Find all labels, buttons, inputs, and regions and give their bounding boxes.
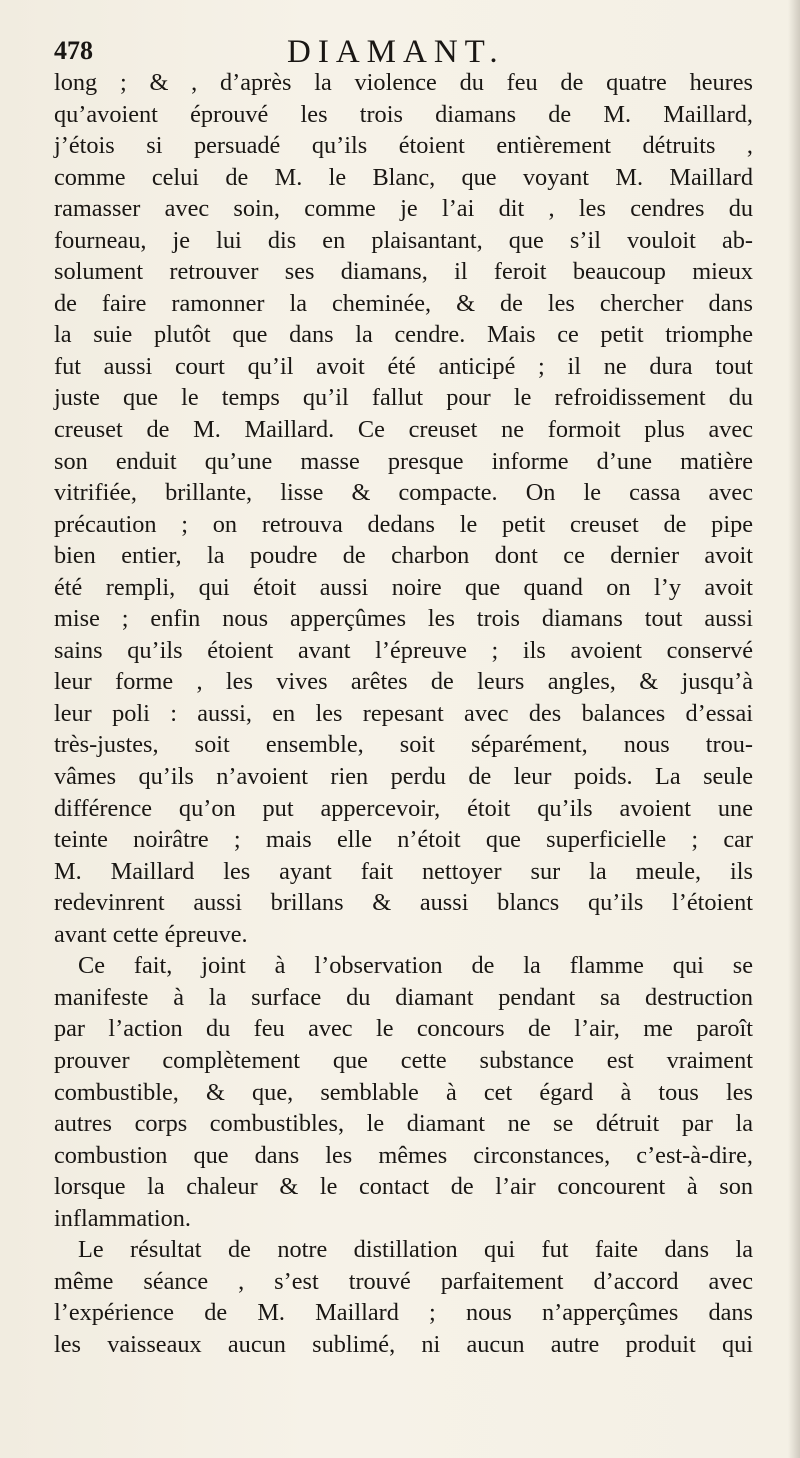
text-line: M. Maillard les ayant fait nettoyer sur la meule, ils (54, 857, 753, 885)
page-number: 478 (54, 36, 93, 65)
text-line: ramasser avec soin, comme je l’ai dit , les cendres du (54, 195, 753, 223)
text-line: juste que le temps qu’il fallut pour le refroidissement du (54, 384, 753, 412)
text-line: vâmes qu’ils n’avoient rien perdu de leur poids. La seule (54, 763, 753, 791)
text-line: précaution ; on retrouva dedans le petit creuset de pipe (54, 510, 753, 538)
text-line: solument retrouver ses diamans, il feroit beaucoup mieux (54, 258, 753, 286)
text-line: long ; & , d’après la violence du feu de quatre heures (54, 69, 753, 96)
paragraph-start-line: Le résultat de notre distillation qui fut faite dans la (78, 1236, 753, 1264)
text-line: différence qu’on put appercevoir, étoit qu’ils avoient une (54, 794, 753, 822)
page-edge-shadow (788, 0, 800, 1458)
text-line: redevinrent aussi brillans & aussi blancs qu’ils l’étoient (54, 889, 753, 917)
text-line: sains qu’ils étoient avant l’épreuve ; ils avoient conservé (54, 636, 753, 664)
text-line: combustible, & que, semblable à cet égard à tous les (54, 1078, 753, 1106)
text-line: creuset de M. Maillard. Ce creuset ne formoit plus avec (54, 416, 753, 444)
text-line: la suie plutôt que dans la cendre. Mais ce petit triomphe (54, 321, 753, 349)
text-line: même séance , s’est trouvé parfaitement d’accord avec (54, 1267, 753, 1295)
text-line: leur poli : aussi, en les repesant avec des balances d’essai (54, 699, 753, 727)
text-line: très-justes, soit ensemble, soit séparément, nous trou- (54, 731, 753, 759)
text-line: été rempli, qui étoit aussi noire que quand on l’y avoit (54, 573, 753, 601)
text-line: mise ; enfin nous apperçûmes les trois diamans tout aussi (54, 605, 753, 633)
text-line: de faire ramonner la cheminée, & de les chercher dans (54, 289, 753, 317)
text-line: comme celui de M. le Blanc, que voyant M. Maillard (54, 163, 753, 191)
text-line: prouver complètement que cette substance est vraiment (54, 1046, 753, 1074)
paragraph-start-line: Ce fait, joint à l’observation de la flamme qui se (78, 952, 753, 980)
text-line: teinte noirâtre ; mais elle n’étoit que superficielle ; car (54, 826, 753, 854)
text-line: manifeste à la surface du diamant pendant sa destruction (54, 983, 753, 1011)
text-line: l’expérience de M. Maillard ; nous n’apperçûmes dans (54, 1299, 753, 1327)
text-line: j’étois si persuadé qu’ils étoient entièrement détruits , (54, 132, 753, 160)
page-header (54, 34, 754, 70)
text-line: fut aussi court qu’il avoit été anticipé ; il ne dura tout (54, 352, 753, 380)
text-line: qu’avoient éprouvé les trois diamans de M. Maillard, (54, 100, 753, 128)
text-line: combustion que dans les mêmes circonstances, c’est-à-dire, (54, 1141, 753, 1169)
paragraph-end-line: avant cette épreuve. (54, 920, 248, 948)
text-line: par l’action du feu avec le concours de l’air, me paroît (54, 1015, 753, 1043)
text-line: vitrifiée, brillante, lisse & compacte. On le cassa avec (54, 479, 753, 507)
text-line: leur forme , les vives arêtes de leurs angles, & jusqu’à (54, 668, 753, 696)
body-text (54, 67, 753, 1360)
text-line: son enduit qu’une masse presque informe d’une matière (54, 447, 753, 475)
text-line: autres corps combustibles, le diamant ne se détruit par la (54, 1110, 753, 1138)
text-line: fourneau, je lui dis en plaisantant, que s’il vouloit ab- (54, 226, 753, 254)
text-line: lorsque la chaleur & le contact de l’air concourent à son (54, 1173, 753, 1201)
paragraph-end-line: inflammation. (54, 1204, 191, 1232)
running-title: DIAMANT. (287, 34, 505, 70)
text-line: les vaisseaux aucun sublimé, ni aucun autre produit qui (54, 1330, 753, 1358)
text-line: bien entier, la poudre de charbon dont ce dernier avoit (54, 542, 753, 570)
